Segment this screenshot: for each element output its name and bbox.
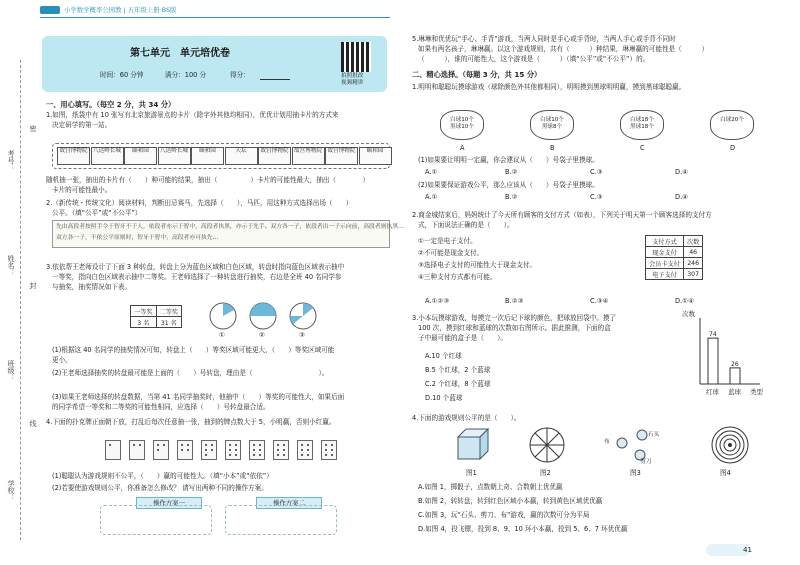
q4-opt-D[interactable]: D.如图 4，投飞镖，投到 8、9、10 环小本赢，投到 5、6、7 环优优赢 — [418, 525, 628, 533]
q3-line-1: 3.依依帮王老师设计了下面 3 种转盘，转盘上分为蓝色区域和白色区域，转盘时指向蓝色区域表示抽中 — [46, 263, 345, 271]
name-label: 姓名： — [7, 255, 15, 276]
q4-opt-C[interactable]: C.如图 3，玩“石头、剪刀、布”游戏，赢的次数可分为平局 — [418, 511, 590, 519]
q3-opt-B[interactable]: B.5 个红球，2 个蓝球 — [425, 366, 491, 374]
pip-icon — [229, 454, 231, 456]
q4-line: 4.下面的扑克牌正面朝下放，打乱后每次任意抽一张，抽到的牌点数大于 5，小明赢，否则小红赢。 — [46, 418, 336, 426]
bar — [730, 368, 740, 384]
card-bag — [52, 143, 390, 169]
bar-value-label: 74 — [709, 331, 717, 339]
pip-icon — [331, 444, 333, 446]
q2-stmt-4: ④三种支付方式都有可能。 — [418, 273, 497, 281]
r-q2-line-2: 式，下面说法正确的是（ ）。 — [418, 221, 514, 229]
q5-line-1: 5.琳琳和优优玩“手心、手背”游戏，当两人同时是手心或手背时，当两人手心或手背不同时 — [412, 35, 676, 43]
r-q4-line: 4.下面的游戏规则公平的是（ ）。 — [412, 414, 521, 422]
playing-card-icon — [297, 440, 313, 460]
playing-card-icon — [153, 440, 169, 460]
pip-icon — [283, 454, 285, 456]
time-info: 时间：60 分钟 — [100, 71, 144, 79]
q1b-opt-C[interactable]: C.③ — [590, 193, 603, 201]
pay-header-method: 支付方式 — [646, 236, 684, 247]
q3a-line-2: 更小。 — [52, 356, 72, 364]
operation-plan-2-answer[interactable] — [225, 505, 337, 535]
q1b-line: (2)如果要保证游戏公平，那么应该从（ ）号袋子里摸球。 — [418, 181, 599, 189]
q2-quote-2: 双方各一子，不依公平原则时，智牙于智中，高段者亦可执先… — [56, 235, 219, 241]
q4a-line: (1)聪聪认为游戏规则不公平，（ ）赢的可能性大。（填“小本”或“依依”） — [52, 472, 273, 480]
spinner-label-2: ② — [259, 331, 265, 339]
spinner-1 — [210, 303, 236, 329]
playing-card-icon — [201, 440, 217, 460]
pay-row-count: 307 — [683, 269, 702, 280]
attraction-card: 故宫博物院 — [57, 147, 90, 165]
pay-row-method: 电子支付 — [646, 269, 684, 280]
attraction-card: 颐和园 — [359, 147, 392, 165]
pip-icon — [235, 454, 237, 456]
bag-label-A: A — [460, 144, 465, 152]
pip-icon — [331, 454, 333, 456]
page-number: 41 — [743, 546, 752, 554]
pip-icon — [205, 444, 207, 446]
pip-icon — [211, 449, 213, 451]
spinner-label-1: ① — [219, 331, 225, 339]
playing-card-icon — [225, 440, 241, 460]
operation-plan-2-label: 操作方案二 — [256, 497, 322, 509]
r-q1-line: 1.明明和聪聪玩摸球游戏（球除颜色外其他都相同），明明摸到黑球明明赢，摸到黑球聪聪赢。 — [412, 83, 686, 91]
qr-code-icon[interactable] — [341, 42, 371, 72]
pip-icon — [325, 454, 327, 456]
ball-bar-chart — [680, 308, 770, 398]
pip-icon — [235, 444, 237, 446]
pay-row-count: 246 — [683, 258, 702, 269]
bag-label-D: D — [730, 144, 736, 152]
score-info: 满分：100 分 — [165, 71, 207, 79]
q1b-line-2: 卡片的可能性最小。 — [52, 186, 112, 194]
q2-opt-A[interactable]: A.①②③ — [425, 297, 450, 305]
pay-row-count: 46 — [683, 247, 702, 258]
pip-icon — [283, 449, 285, 451]
q2-line-2: 公平。（填“公平”或“不公平”） — [52, 209, 142, 217]
q3b-line: (2)王老师选择抽奖的转盘最可能是上面的（ ）号转盘，理由是（ ）。 — [52, 369, 329, 377]
q3-opt-D[interactable]: D.10 个蓝球 — [425, 394, 463, 402]
q2-stmt-3: ③选择电子支付的可能性大于现金支付。 — [418, 261, 537, 269]
q3a-line-1: (1)根据这 40 名同学的抽奖情况可知，转盘上（ ）等奖区域可能更大，（ ）等奖区域可能 — [52, 346, 335, 354]
pip-icon — [277, 444, 279, 446]
pay-row-method: 现金支付 — [646, 247, 684, 258]
q4-opt-A[interactable]: A.如图 1，掷骰子，点数朝上奇、合数朝上优优赢 — [418, 483, 563, 491]
operation-plan-1-label: 操作方案一 — [136, 497, 202, 509]
header-rule — [40, 17, 390, 18]
section-1-title: 一、用心填写。（每空 2 分，共 34 分） — [46, 100, 176, 109]
pip-icon — [205, 449, 207, 451]
cut-line — [20, 60, 21, 540]
q2-opt-C[interactable]: C.③④ — [590, 297, 609, 305]
pip-icon — [301, 449, 303, 451]
prize-header-second: 二等奖 — [156, 306, 182, 317]
r-q3-line-1: 3.小本玩摸球游戏，每摸完一次后记下球的颜色，把球放回袋中。摸了 — [412, 314, 617, 322]
prize-header-first: 一等奖 — [131, 306, 157, 317]
q1b-line-1: 随机抽一张，抽出的卡片有（ ）种可能的结果，抽出（ ）卡片的可能性最大，抽出（ ） — [46, 176, 370, 184]
pip-icon — [229, 449, 231, 451]
pip-icon — [187, 444, 189, 446]
q5-line-3: （ ），谁的可能性大，这个游戏是（ ）（填“公平”或“不公平”）的。 — [418, 55, 650, 63]
playing-card-icon — [321, 440, 337, 460]
attraction-card: 故宫博物院 — [258, 147, 291, 165]
bag-C: 白球18个 黑球18个 — [620, 110, 664, 140]
section-2-title: 二、精心选择。（每题 3 分，共 15 分） — [412, 70, 542, 79]
die-figure — [458, 429, 488, 459]
pip-icon — [325, 449, 327, 451]
pip-icon — [253, 444, 255, 446]
series-badge — [40, 6, 60, 14]
q1a-opt-D[interactable]: D.④ — [675, 168, 689, 176]
bag-label-C: C — [640, 144, 645, 152]
pip-icon — [157, 449, 159, 451]
q2-stmt-1: ①一定是电子支付。 — [418, 237, 477, 245]
q4-opt-B[interactable]: B.如图 2，转转盘，转到红色区域小本赢，转到黄色区域优优赢 — [418, 497, 603, 505]
bag-D: 白球20个 — [710, 110, 754, 140]
category-label: 蓝球 — [728, 388, 741, 396]
pip-icon — [259, 449, 261, 451]
pip-icon — [253, 454, 255, 456]
q3-line-2: 一等奖，指向白色区域表示抽中二等奖。王老师选择了一种转盘进行抽奖，右边是全班 40 名同学参 — [52, 273, 342, 281]
pip-icon — [229, 444, 231, 446]
attraction-card: 八达岭长城 — [91, 147, 124, 165]
qr-caption-2: 视频精讲 — [341, 80, 364, 86]
pip-icon — [307, 444, 309, 446]
q1a-opt-B[interactable]: B.② — [505, 168, 518, 176]
q1a-line: (1)如果要让明明一定赢，你会建议从（ ）号袋子里摸球。 — [418, 156, 599, 164]
pip-icon — [301, 454, 303, 456]
attraction-card: 颐和园 — [124, 147, 157, 165]
q1b-opt-B[interactable]: B.② — [505, 193, 518, 201]
q2-stmt-2: ②不可能是现金支付。 — [418, 249, 484, 257]
playing-card-icon — [129, 440, 145, 460]
bar-value-label: 26 — [731, 360, 739, 368]
q3c-line-2: 的同学希望一等奖和二等奖的可能性相同，应选择（ ）号转盘最合适。 — [52, 403, 270, 411]
rock-paper-scissors-figure — [617, 430, 647, 460]
fig-label-3: 图3 — [630, 469, 641, 477]
q1-line-2: 决定研学的第一站。 — [52, 121, 112, 129]
spinner-figure — [530, 428, 564, 462]
pip-icon — [283, 444, 285, 446]
pip-icon — [277, 449, 279, 451]
pip-icon — [235, 449, 237, 451]
pip-icon — [163, 444, 165, 446]
x-axis-label: 类型 — [750, 388, 763, 396]
q3-line-3: 与抽奖，抽奖情况如下表。 — [52, 283, 132, 291]
q1a-opt-A[interactable]: A.① — [425, 168, 438, 176]
fig3-word-cloth: 布 — [604, 439, 610, 445]
class-label: 班级： — [7, 360, 15, 381]
pay-row-method: 会员卡支付 — [646, 258, 684, 269]
qr-caption-1: 拍照批改 — [341, 73, 364, 79]
playing-card-icon — [105, 440, 121, 460]
fig-label-2: 图2 — [540, 469, 551, 477]
q4b-line: (2)若要使游戏规则公平，你准备怎么修改？ 请写出两种不同的操作方案。 — [52, 484, 268, 492]
exam-id-label: 考号： — [7, 150, 15, 171]
attraction-card: 天坛 — [225, 147, 258, 165]
fig3-word-scissors: 剪刀 — [640, 459, 652, 465]
pip-icon — [109, 444, 111, 446]
y-axis-label: 次数 — [682, 310, 695, 318]
pip-icon — [307, 454, 309, 456]
playing-card-icon — [177, 440, 193, 460]
pip-icon — [181, 449, 183, 451]
prize-table — [130, 305, 182, 328]
pip-icon — [259, 454, 261, 456]
playing-card-icon — [273, 440, 289, 460]
r-q3-line-2: 100 次，摸到红球和蓝球的次数如右图所示。据此推测，下面的盒 — [418, 324, 611, 332]
spinner-label-3: ③ — [299, 331, 305, 339]
pip-icon — [133, 444, 135, 446]
q3-opt-A[interactable]: A.10 个红球 — [425, 352, 462, 360]
binding-margin — [0, 0, 40, 565]
dartboard-figure — [712, 427, 748, 463]
q2-quote-1: 先由高段者按照手令于智牙不于人，依段者亦示于智中，高段者执黑，亦示于先手。双方各一子，依段者出一子示向前，高段者则执黑… — [56, 224, 404, 230]
line-mark: 线 — [29, 420, 37, 427]
pip-icon — [205, 454, 207, 456]
fig-label-4: 图4 — [720, 469, 731, 477]
fig-label-1: 图1 — [466, 469, 477, 477]
playing-cards — [105, 440, 345, 462]
spinner-2 — [250, 303, 276, 329]
pip-icon — [259, 444, 261, 446]
attraction-card: 故宫博物院 — [325, 147, 358, 165]
category-label: 红球 — [706, 388, 719, 396]
r-q3-line-3: 子中最可能的盒子是（ ）。 — [418, 334, 508, 342]
pip-icon — [331, 449, 333, 451]
bag-A: 白球10个 黑球10个 — [440, 110, 484, 140]
prize-value-first: 3 名 — [131, 317, 157, 328]
pip-icon — [181, 444, 183, 446]
series-title: 小学数学概率公园教 | 五年级上册 BS版 — [64, 6, 177, 14]
spinner-3 — [290, 303, 316, 329]
pip-icon — [307, 449, 309, 451]
q1a-opt-C[interactable]: C.③ — [590, 168, 603, 176]
pip-icon — [157, 444, 159, 446]
pip-icon — [211, 444, 213, 446]
q1b-opt-D[interactable]: D.④ — [675, 193, 689, 201]
unit-title: 第七单元 单元培优卷 — [130, 48, 230, 59]
operation-plan-1-answer[interactable] — [100, 505, 212, 535]
pip-icon — [187, 449, 189, 451]
q1b-opt-A[interactable]: A.① — [425, 193, 438, 201]
school-label: 学校： — [7, 480, 15, 501]
pip-icon — [139, 444, 141, 446]
bar — [708, 338, 718, 384]
got-score-label: 得分： — [230, 71, 250, 79]
seal-mark: 密 — [29, 125, 37, 132]
q3-opt-C[interactable]: C.2 个红球，8 个蓝球 — [425, 380, 491, 388]
bag-label-B: B — [550, 144, 555, 152]
q2-opt-B[interactable]: B.②③ — [505, 297, 524, 305]
r-q2-line-1: 2.商金城结束后，妈妈统计了今天所有顾客的支付方式（如表），下列关于明天第一个顾客选择的支付方 — [412, 211, 712, 219]
q3c-line-1: (3)如果王老师选择的转盘数据，当第 41 名同学抽奖时，他抽中（ ）等奖的可能性大，如果后面 — [52, 393, 345, 401]
pip-icon — [253, 449, 255, 451]
attraction-card: 八达岭长城 — [158, 147, 191, 165]
pay-header-count: 次数 — [683, 236, 702, 247]
q2-line-1: 2.（新传统・传统文化）阅读材料，判断田忌赛马，先选择（ ），马匹，用这种方式选择出场（ ） — [46, 199, 353, 207]
pip-icon — [277, 454, 279, 456]
pip-icon — [301, 444, 303, 446]
prize-value-second: 31 名 — [156, 317, 182, 328]
attraction-card: 颐和园 — [191, 147, 224, 165]
score-blank[interactable] — [260, 79, 290, 80]
fig3-word-rock: 石头 — [648, 432, 660, 438]
playing-card-icon — [249, 440, 265, 460]
q1-line-1: 1.如图，纸袋中有 10 张写有北京旅游景点的卡片（除字外其他均相同），优优计划用抽卡片的方式来 — [46, 111, 339, 119]
pip-icon — [325, 444, 327, 446]
bag-B: 白球10个 黑球8个 — [530, 110, 574, 140]
payment-table — [645, 235, 703, 280]
attraction-card: 故宫博物院 — [292, 147, 325, 165]
q2-opt-D[interactable]: D.①④ — [675, 297, 694, 305]
q5-line-2: 如果有两名孩子，琳琳赢。以这个游戏规则，共有（ ）种结果，琳琳赢的可能性是（ ） — [418, 45, 709, 53]
fold-mark: 封 — [29, 282, 37, 289]
